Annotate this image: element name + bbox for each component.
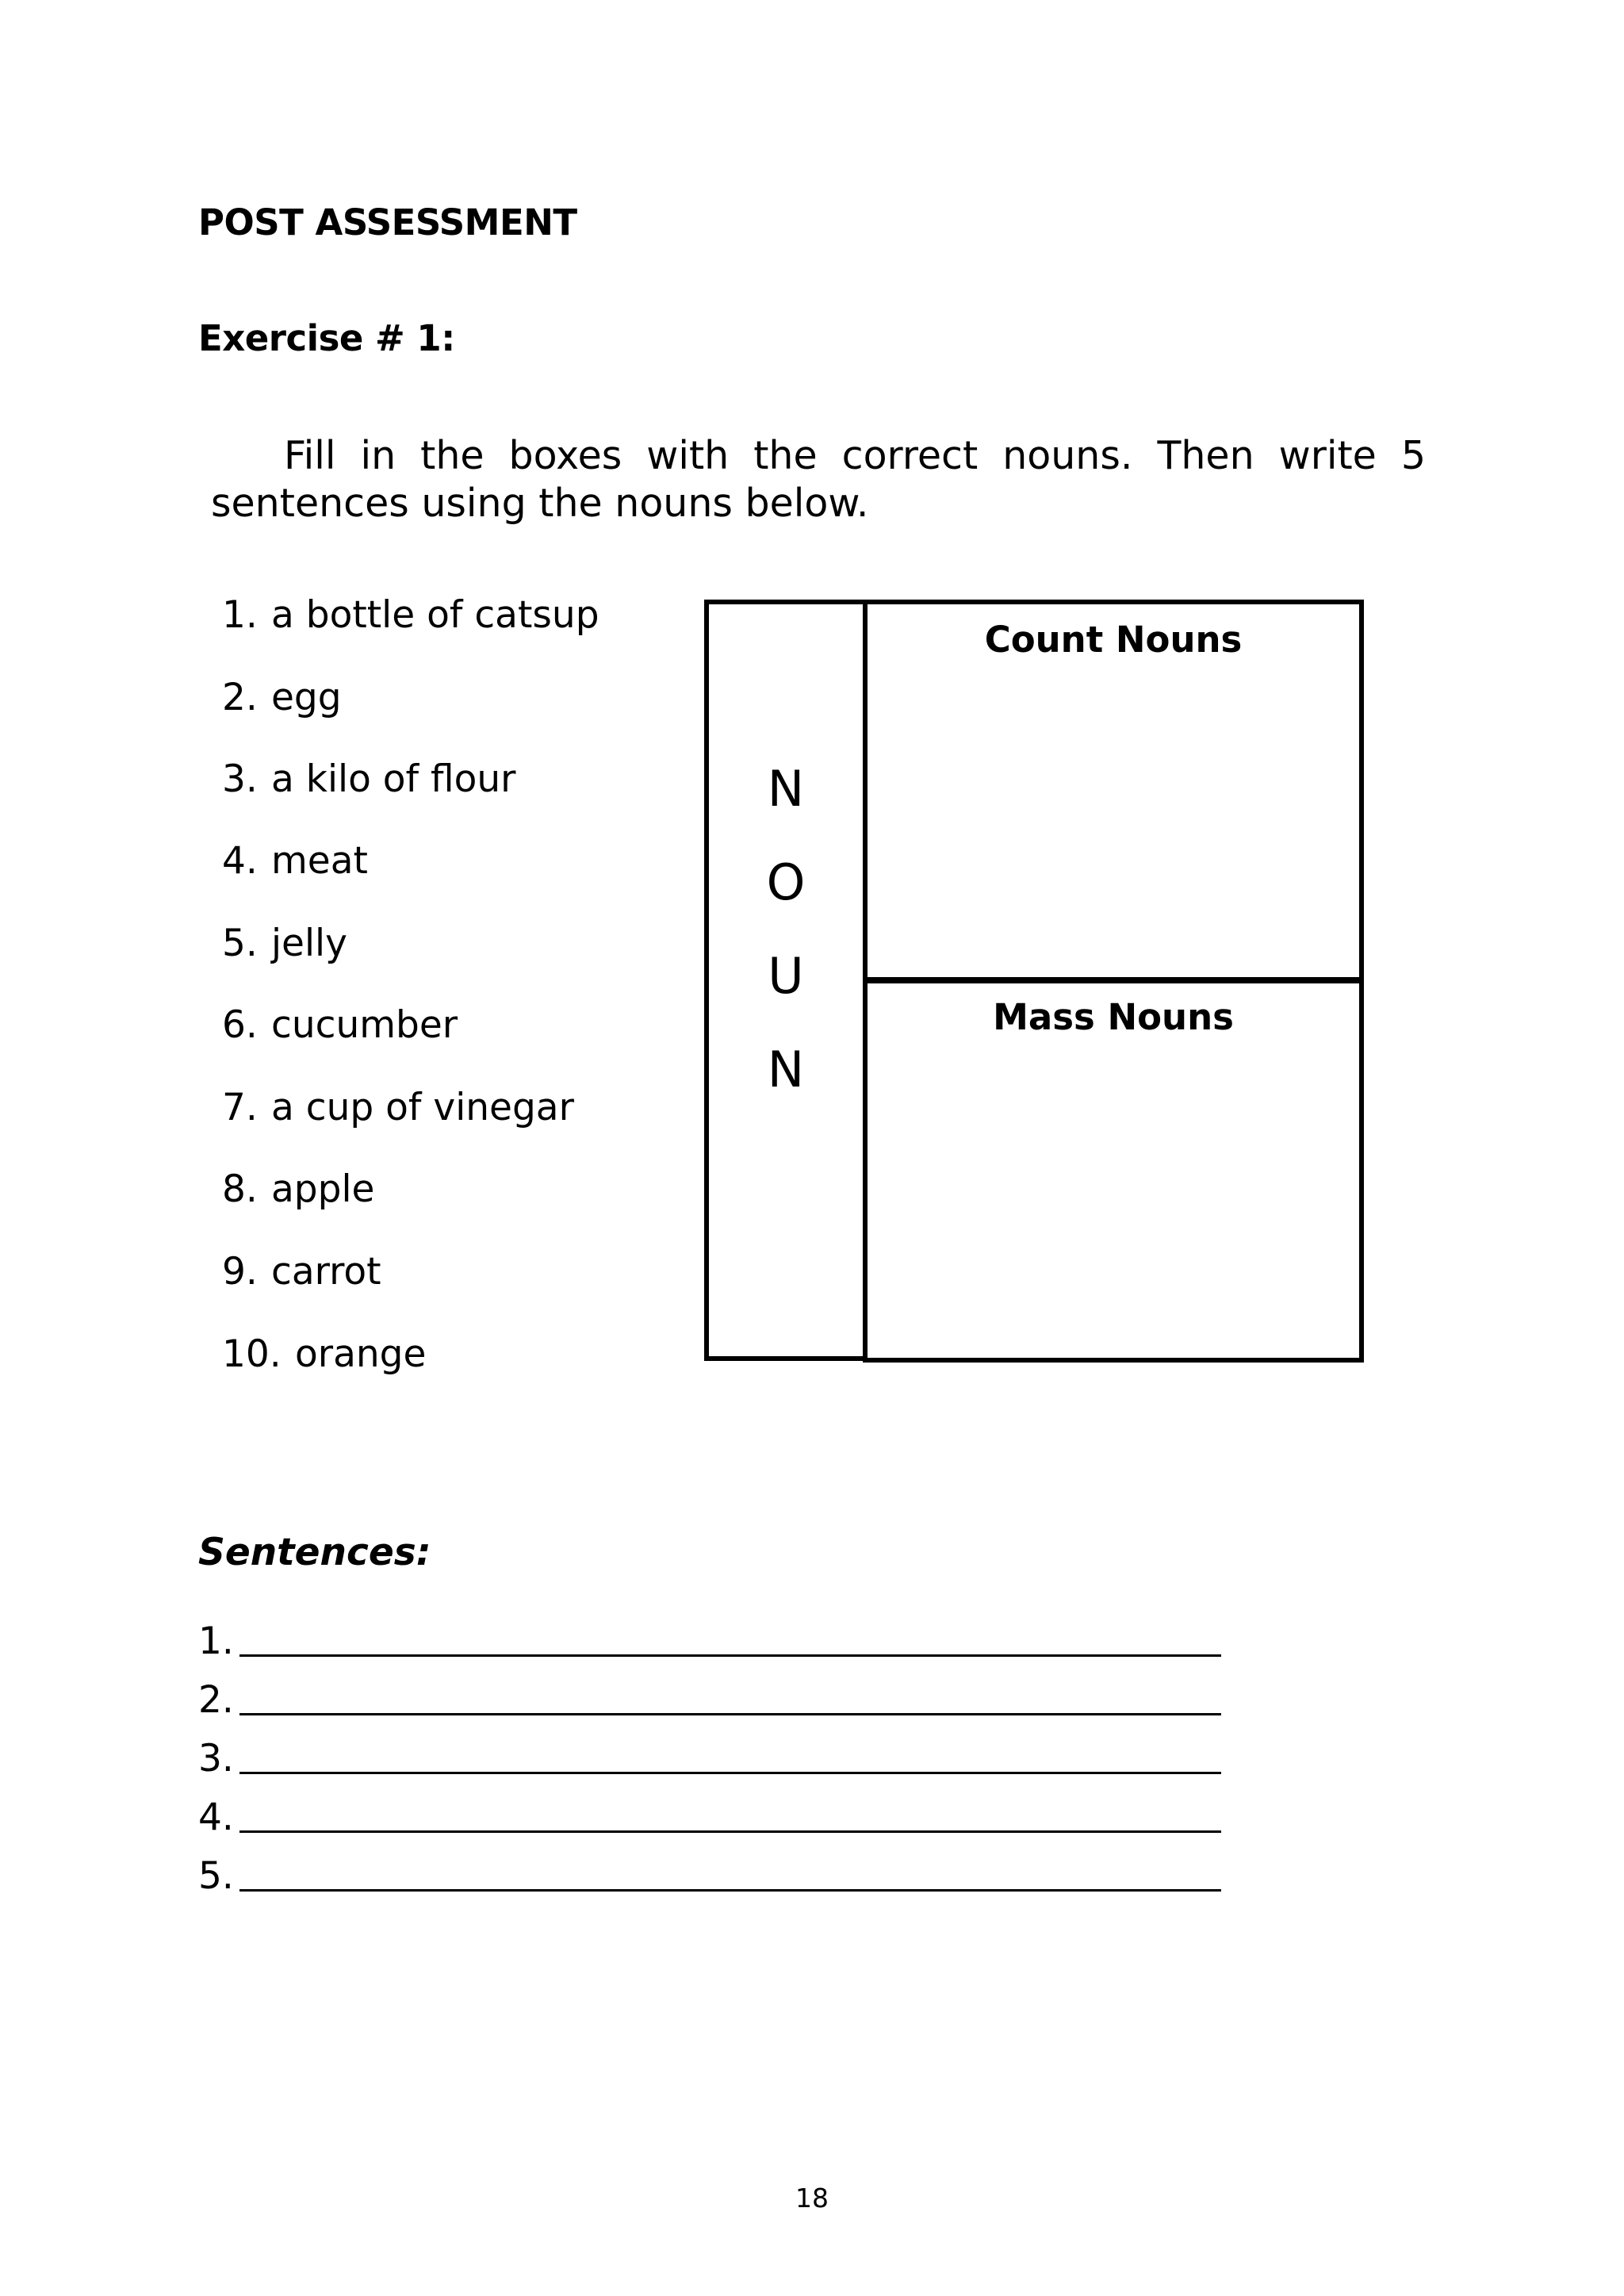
- item-text: cucumber: [271, 1003, 458, 1047]
- sentence-blank[interactable]: [239, 1772, 1221, 1774]
- sentence-number: 1.: [198, 1619, 234, 1663]
- mass-nouns-box[interactable]: [863, 977, 1364, 1363]
- sentence-blank[interactable]: [239, 1713, 1221, 1715]
- noun-column: [704, 600, 868, 1361]
- item-number: 1.: [222, 593, 258, 637]
- sentence-number: 3.: [198, 1737, 234, 1780]
- item-number: 3.: [222, 757, 258, 801]
- exercise-heading: Exercise # 1:: [198, 317, 455, 359]
- item-number: 4.: [222, 839, 258, 883]
- item-number: 2.: [222, 676, 258, 719]
- item-number: 5.: [222, 922, 258, 965]
- list-item: [222, 593, 599, 637]
- instructions-line-2: sentences using the nouns below.: [211, 481, 869, 526]
- sentence-blank[interactable]: [239, 1889, 1221, 1892]
- item-text: egg: [271, 676, 342, 719]
- list-item: [222, 757, 515, 801]
- sentence-line: [198, 1737, 234, 1780]
- item-number: 8.: [222, 1167, 258, 1211]
- count-nouns-box[interactable]: [863, 600, 1364, 983]
- item-number: 6.: [222, 1003, 258, 1047]
- item-text: meat: [271, 839, 368, 883]
- list-item: [222, 1332, 426, 1376]
- noun-letter: O: [766, 853, 806, 911]
- page-title: POST ASSESSMENT: [198, 201, 577, 243]
- item-text: carrot: [271, 1250, 381, 1294]
- sentence-blank[interactable]: [239, 1830, 1221, 1833]
- sentence-number: 4.: [198, 1796, 234, 1839]
- count-nouns-label: Count Nouns: [984, 619, 1243, 661]
- item-text: apple: [271, 1167, 375, 1211]
- item-number: 10.: [222, 1332, 282, 1376]
- list-item: [222, 1003, 458, 1047]
- noun-letter: N: [767, 1041, 805, 1098]
- noun-letter: N: [767, 760, 805, 818]
- sentence-line: [198, 1854, 234, 1898]
- instructions-line-1: Fill in the boxes with the correct nouns. Then write 5: [284, 433, 1426, 478]
- sentence-line: [198, 1619, 234, 1663]
- sentence-number: 5.: [198, 1854, 234, 1898]
- sentence-line: [198, 1678, 234, 1722]
- sentence-blank[interactable]: [239, 1654, 1221, 1657]
- item-number: 9.: [222, 1250, 258, 1294]
- list-item: [222, 676, 342, 719]
- sentence-line: [198, 1796, 234, 1839]
- item-text: jelly: [271, 922, 347, 965]
- item-text: orange: [295, 1332, 427, 1376]
- sentence-number: 2.: [198, 1678, 234, 1722]
- item-number: 7.: [222, 1086, 258, 1129]
- item-text: a cup of vinegar: [271, 1086, 574, 1129]
- list-item: [222, 922, 347, 965]
- item-text: a bottle of catsup: [271, 593, 599, 637]
- item-text: a kilo of flour: [271, 757, 516, 801]
- list-item: [222, 1167, 374, 1211]
- noun-letter: U: [768, 947, 804, 1005]
- sentences-heading: Sentences:: [198, 1531, 431, 1574]
- mass-nouns-label: Mass Nouns: [993, 996, 1234, 1038]
- list-item: [222, 839, 368, 883]
- page-number: 18: [795, 2183, 829, 2214]
- list-item: [222, 1250, 381, 1294]
- list-item: [222, 1086, 574, 1129]
